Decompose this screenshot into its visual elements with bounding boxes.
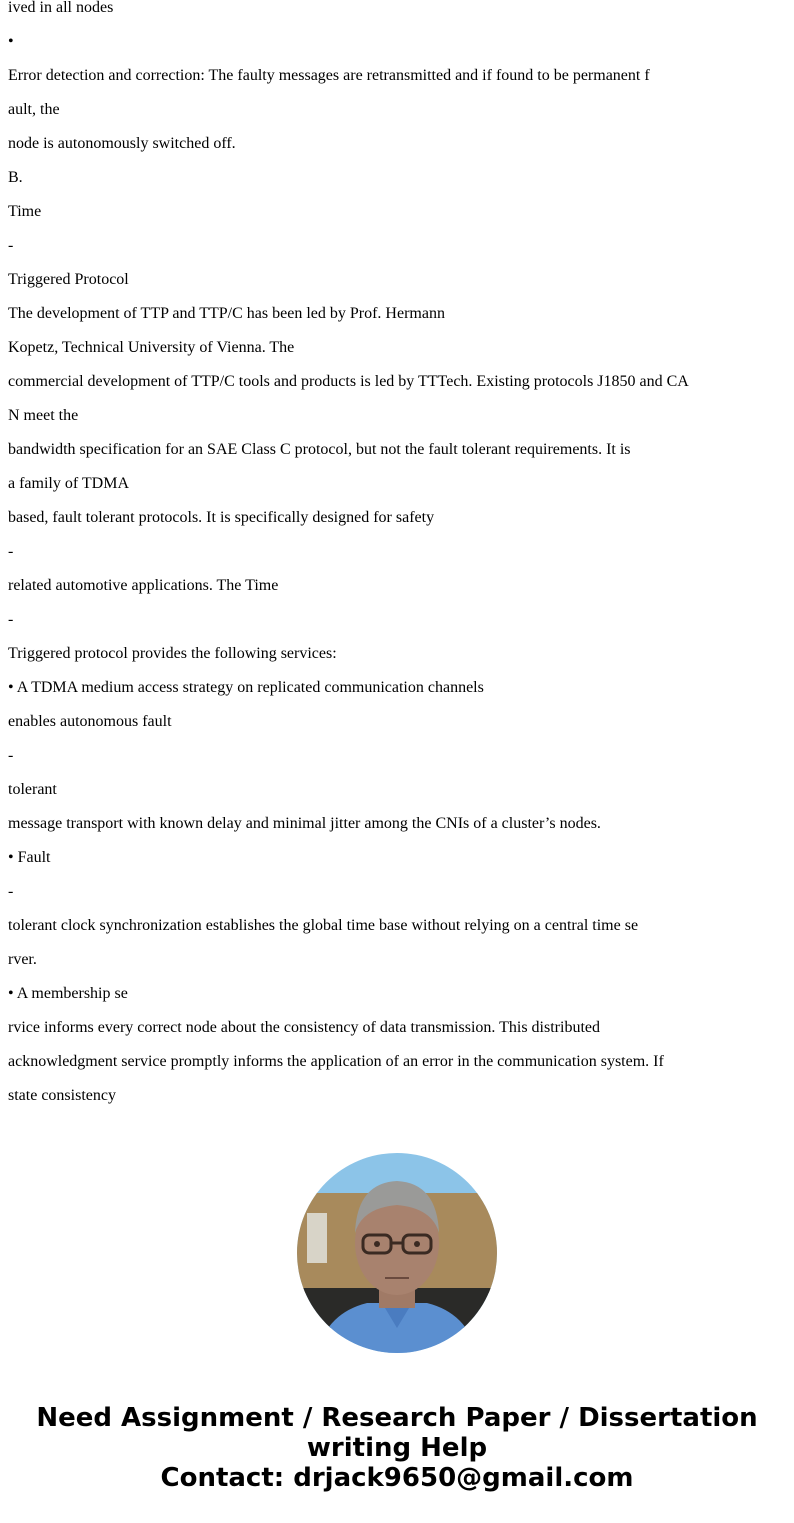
text-line: • A TDMA medium access strategy on replicated communication channels [8,679,484,696]
portrait-image [297,1153,497,1353]
contact-footer [0,1403,794,1493]
text-line: tolerant [8,781,57,798]
text-line: based, fault tolerant protocols. It is specifically designed for safety [8,509,435,526]
text-line: N meet the [8,407,79,424]
text-line: The development of TTP and TTP/C has been led by Prof. Hermann [8,305,445,322]
document-body [8,0,788,1113]
text-line: message transport with known delay and minimal jitter among the CNIs of a cluster’s nodes. [8,815,601,832]
text-line: - [8,543,14,560]
author-avatar [297,1153,497,1353]
text-line: commercial development of TTP/C tools and products is led by TTTech. Existing protocols J1850 and CA [8,373,689,390]
text-line: - [8,883,14,900]
text-line: • Fault [8,849,51,866]
text-line: rvice informs every correct node about the consistency of data transmission. This distributed [8,1019,600,1036]
text-line: rver. [8,951,37,968]
text-line: node is autonomously switched off. [8,135,236,152]
text-line: related automotive applications. The Time [8,577,279,594]
text-line: Error detection and correction: The faulty messages are retransmitted and if found to be permanent f [8,67,650,84]
text-line: - [8,237,14,254]
text-line: ault, the [8,101,60,118]
text-line: Triggered protocol provides the following services: [8,645,337,662]
text-line: bandwidth specification for an SAE Class C protocol, but not the fault tolerant requirements. It is [8,441,631,458]
text-line: Time [8,203,42,220]
text-line: enables autonomous fault [8,713,172,730]
footer-contact-email: Contact: drjack9650@gmail.com [160,1463,634,1493]
text-line: ived in all nodes [8,0,114,16]
text-line: - [8,611,14,628]
text-line: a family of TDMA [8,475,130,492]
text-line: Kopetz, Technical University of Vienna. The [8,339,295,356]
footer-headline: Need Assignment / Research Paper / Dissertation [36,1403,758,1433]
text-line: tolerant clock synchronization establishes the global time base without relying on a central time se [8,917,639,934]
text-line: - [8,747,14,764]
text-line: • [8,33,14,50]
text-line: state consistency [8,1087,116,1104]
text-line: acknowledgment service promptly informs the application of an error in the communication system. If [8,1053,664,1070]
text-line: • A membership se [8,985,128,1002]
text-line: B. [8,169,23,186]
text-line: Triggered Protocol [8,271,129,288]
footer-subheadline: writing Help [306,1433,488,1463]
